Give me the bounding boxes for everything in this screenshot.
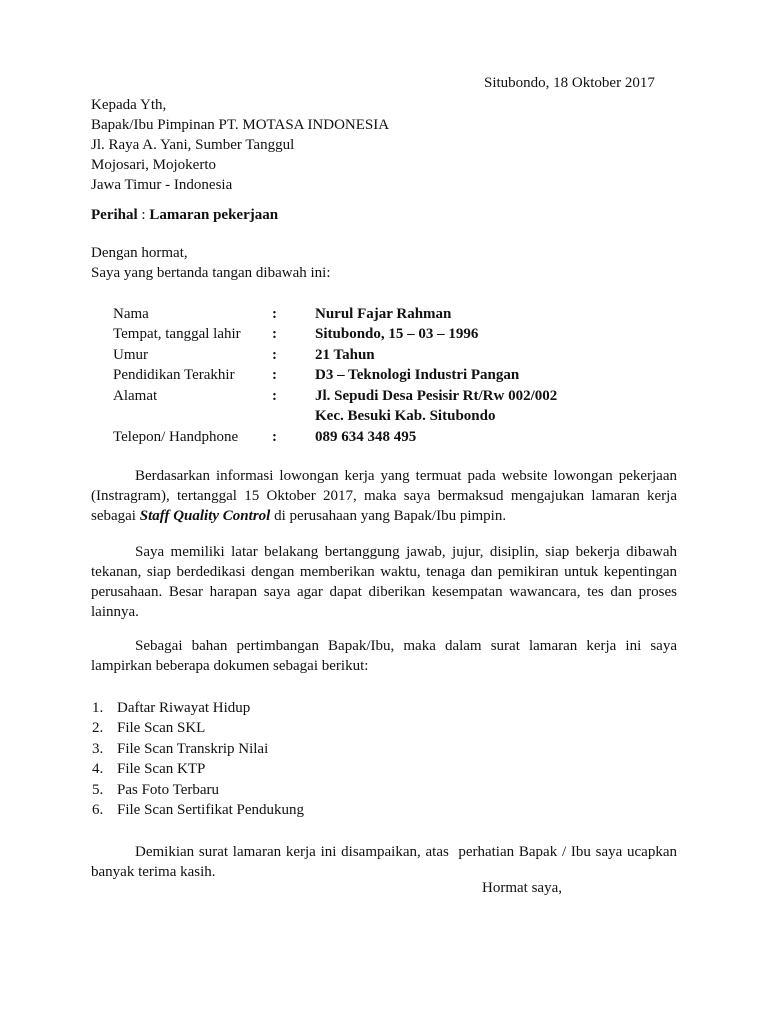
row-colon: : (272, 388, 277, 404)
list-number: 5. (92, 782, 104, 798)
row-colon: : (272, 347, 277, 363)
greeting: Dengan hormat, (91, 245, 188, 261)
personal-row-education (113, 365, 673, 385)
row-value: Kec. Besuki Kab. Situbondo (315, 408, 496, 424)
row-colon: : (272, 367, 277, 383)
list-number: 3. (92, 741, 104, 757)
row-value: Situbondo, 15 – 03 – 1996 (315, 326, 479, 342)
paragraph-qualities: Saya memiliki latar belakang bertanggung jawab, jujur, disiplin, siap bekerja dibawah tekanan, siap berdedikasi dengan memberikan waktu, tenaga dan pemikiran untuk kepentingan perusahaan. Besar harapan saya agar dapat diberikan kesempatan wawancara, tes dan proses lainnya. (91, 544, 677, 620)
paragraph-vacancy (91, 466, 677, 526)
list-text: File Scan Transkrip Nilai (117, 741, 269, 757)
row-label: Tempat, tanggal lahir (113, 326, 241, 342)
recipient-line-2: Jl. Raya A. Yani, Sumber Tanggul (91, 137, 295, 153)
recipient-line-1: Bapak/Ibu Pimpinan PT. MOTASA INDONESIA (91, 117, 390, 133)
subject-label: Perihal (91, 207, 138, 223)
row-colon: : (272, 306, 277, 322)
paragraph-vacancy-text: Berdasarkan informasi lowongan kerja yang termuat pada website lowongan pekerjaan (Instragram), tertanggal 15 Oktober 2017, maka saya bermaksud mengajukan lamaran kerja sebagai (91, 468, 677, 524)
paragraph-vacancy-tail: di perusahaan yang Bapak/Ibu pimpin. (270, 508, 507, 524)
row-value: D3 – Teknologi Industri Pangan (315, 367, 520, 383)
row-value: 089 634 348 495 (315, 429, 417, 445)
list-text: File Scan KTP (117, 761, 206, 777)
row-label: Nama (113, 306, 149, 322)
recipient-block (91, 95, 389, 195)
subject-separator: : (137, 207, 150, 223)
row-value: Nurul Fajar Rahman (315, 306, 452, 322)
applied-position: Staff Quality Control (139, 508, 271, 524)
subject-value: Lamaran pekerjaan (149, 207, 279, 223)
list-text: Pas Foto Terbaru (117, 782, 219, 798)
row-label: Pendidikan Terakhir (113, 367, 235, 383)
row-label: Umur (113, 347, 148, 363)
list-text: Daftar Riwayat Hidup (117, 700, 251, 716)
recipient-line-3: Mojosari, Mojokerto (91, 157, 216, 173)
row-value: Jl. Sepudi Desa Pesisir Rt/Rw 002/002 (315, 388, 558, 404)
row-label: Alamat (113, 388, 158, 404)
paragraph-attachments: Sebagai bahan pertimbangan Bapak/Ibu, maka dalam surat lamaran kerja ini saya lampirkan beberapa dokumen sebagai berikut: (91, 638, 677, 674)
recipient-line-4: Jawa Timur - Indonesia (91, 177, 233, 193)
row-label: Telepon/ Handphone (113, 429, 239, 445)
list-text: File Scan SKL (117, 720, 206, 736)
closing-paragraph: Demikian surat lamaran kerja ini disampaikan, atas perhatian Bapak / Ibu saya ucapkan banyak terima kasih. (91, 844, 681, 880)
personal-row-name (113, 304, 673, 324)
signoff: Hormat saya, (482, 880, 562, 896)
list-number: 6. (92, 802, 104, 818)
row-value: 21 Tahun (315, 347, 375, 363)
personal-row-age (113, 345, 673, 365)
date-line: Situbondo, 18 Oktober 2017 (484, 75, 655, 91)
list-number: 2. (92, 720, 104, 736)
list-number: 1. (92, 700, 104, 716)
list-text: File Scan Sertifikat Pendukung (117, 802, 305, 818)
personal-row-address-cont (113, 406, 673, 426)
personal-row-address (113, 386, 673, 406)
row-colon: : (272, 326, 277, 342)
row-colon: : (272, 429, 277, 445)
recipient-salutation: Kepada Yth, (91, 97, 167, 113)
intro-line: Saya yang bertanda tangan dibawah ini: (91, 265, 331, 281)
personal-row-birth (113, 324, 673, 344)
subject-line (91, 205, 278, 225)
personal-row-phone (113, 427, 673, 447)
list-number: 4. (92, 761, 104, 777)
